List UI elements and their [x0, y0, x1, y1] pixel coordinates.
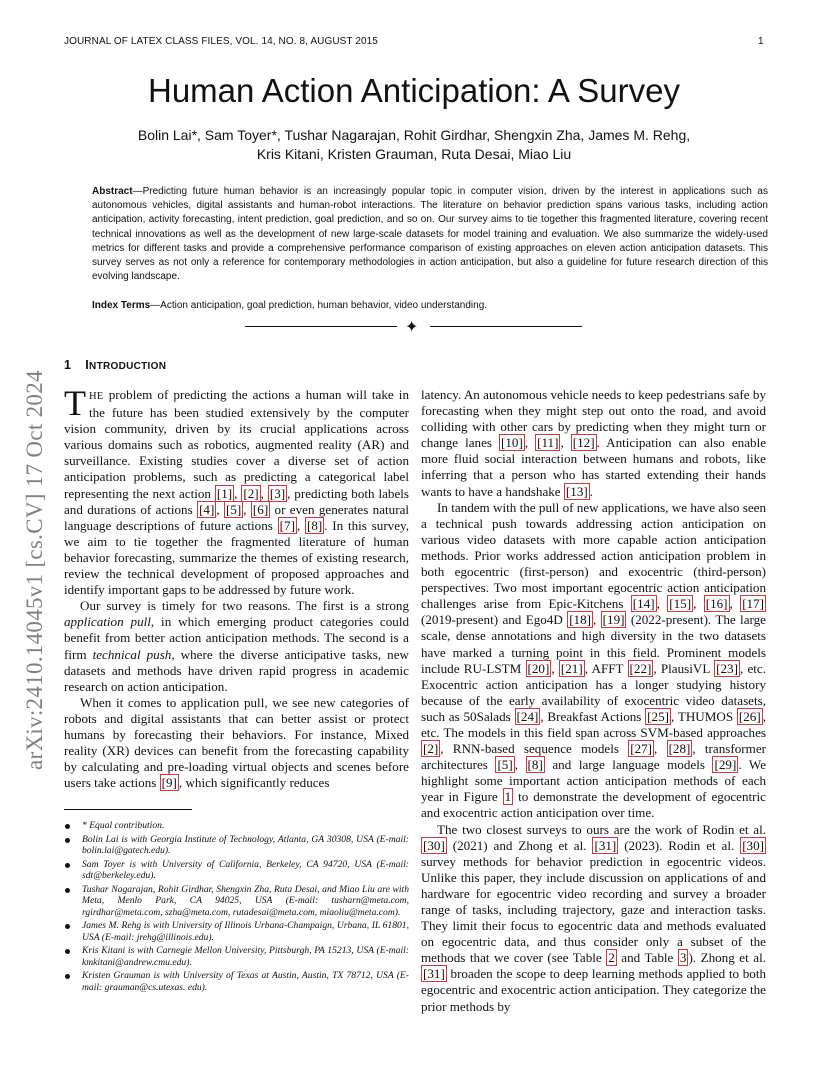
abstract-label: Abstract	[92, 186, 133, 197]
citation-link[interactable]: [19]	[602, 612, 625, 628]
text-run: problem of predicting the actions a human will take in the future has been studied extensively by the computer vision community, driven by its crucial applications across various domains such as robotics, augmented reality (AR) and surveillance. Existing studies cover a diverse set of action anticipation problems, such as predicting a categorical label representing the next action	[64, 387, 409, 501]
text-run: , in which emerging product categories could benefit from better action anticipation methods. The second is a firm	[64, 614, 410, 662]
paper-title: Human Action Anticipation: A Survey	[148, 72, 680, 109]
citation-link[interactable]: [12]	[572, 435, 595, 451]
text-run: ,	[524, 435, 536, 451]
text-run: , etc. Exocentric action anticipation has a longer studying history because of the early availability of exocentric video datasets, such as 50Salads	[421, 660, 766, 724]
authors-line-2: Kris Kitani, Kristen Grauman, Ruta Desai, Miao Liu	[256, 146, 572, 162]
text-run: (2021) and Zhong et al.	[446, 837, 593, 853]
text-run: , where the diverse anticipative tasks, new datasets and methods have driven rapid progress in academic research on action anticipation.	[64, 646, 410, 694]
text-run: , AFFT	[584, 660, 628, 676]
paragraph	[64, 598, 409, 695]
footnote-rule	[64, 809, 192, 810]
citation-link[interactable]: [6]	[252, 501, 269, 517]
footnote-item: Sam Toyer is with University of California, Berkeley, CA 94720, USA (E-mail: sdt@berkeley.edu).	[64, 859, 409, 882]
text-run: , Breakfast Actions	[540, 708, 646, 724]
text-run: (2023). Rodin et al.	[618, 837, 741, 853]
citation-link[interactable]: [15]	[669, 596, 692, 612]
section-title-rest: NTRODUCTION	[89, 361, 167, 372]
text-run: and large language models	[544, 757, 713, 773]
paragraph	[421, 822, 766, 1015]
text-run: latency. An autonomous vehicle needs to keep pedestrians safe by forecasting when they might step out onto the road, and avoid colliding with other cars by predicting when they might turn or change lanes	[421, 387, 766, 451]
citation-link[interactable]: [8]	[527, 757, 543, 773]
citation-link[interactable]: [10]	[501, 435, 523, 451]
citation-link[interactable]: [29]	[714, 757, 737, 773]
paragraph	[64, 695, 409, 792]
drop-cap: T	[64, 383, 86, 423]
small-caps-text: HE	[89, 391, 104, 402]
index-terms	[92, 299, 768, 313]
table-link[interactable]: 2	[608, 950, 615, 966]
text-run: ). Zhong et al.	[688, 950, 766, 966]
citation-link[interactable]: [17]	[742, 596, 765, 612]
text-run: , etc. The models in this field span across SVM-based approaches	[421, 708, 766, 740]
citation-link[interactable]: [5]	[497, 757, 513, 773]
citation-link[interactable]: [5]	[225, 501, 242, 517]
text-run: ,	[654, 741, 667, 757]
page-number: 1	[758, 36, 764, 47]
index-terms-label: Index Terms	[92, 300, 151, 311]
citation-link[interactable]: [31]	[594, 837, 617, 853]
footnote-item: Bolin Lai is with Georgia Institute of Technology, Atlanta, GA 30308, USA (E-mail: bolin.lai@gatech.edu).	[64, 834, 409, 857]
figure-link[interactable]: 1	[504, 789, 512, 805]
text-run: ,	[560, 435, 571, 451]
section-number: 1	[64, 358, 72, 372]
authors-line-1: Bolin Lai*, Sam Toyer*, Tushar Nagarajan, Rohit Girdhar, Shengxin Zha, James M. Rehg,	[137, 127, 691, 143]
text-run: In tandem with the pull of new applications, we have also seen a technical push towards addressing action anticipation on various video datasets with more capable action anticipation methods. Prior works addressed action anticipation problem in both egocentric (first-person) and exocentric (third-person) perspectives. Two most important egocentric action anticipation challenges arise from Epic-Kitchens	[421, 499, 766, 612]
footnote-item: Kris Kitani is with Carnegie Mellon University, Pittsburgh, PA 15213, USA (E-mail: kmkitani@andrew.cmu.edu).	[64, 945, 409, 968]
citation-link[interactable]: [22]	[629, 660, 652, 676]
text-run: ,	[656, 596, 668, 612]
citation-link[interactable]: [4]	[199, 501, 215, 517]
text-run: ,	[551, 660, 559, 676]
text-run: Our survey is timely for two reasons. The first is a strong	[80, 598, 409, 614]
separator-rule-right	[430, 326, 582, 327]
text-run: ,	[296, 517, 305, 533]
text-run: survey methods for behavior prediction in egocentric videos. Unlike this paper, they include discussion on applications of and hardware for egocentric video recording and survey a broader range of tasks, including trajectory, gaze and interaction tasks. They limit their focus to egocentric data and methods evaluated on egocentric data, and thus consider only a subset of the methods that we cover (see Table	[421, 853, 766, 966]
text-run: ,	[593, 612, 601, 628]
text-run: , predicting both labels and durations of actions	[64, 485, 410, 517]
citation-link[interactable]: [30]	[742, 837, 765, 853]
text-run: The two closest surveys to ours are the work of Rodin et al.	[437, 821, 766, 837]
citation-link[interactable]: [2]	[243, 485, 259, 501]
separator-diamond-icon: ✦	[405, 317, 419, 336]
footnote-item: Kristen Grauman is with University of Texas at Austin, Austin, TX 78712, USA (E-mail: grauman@cs.utexas. edu).	[64, 970, 409, 993]
running-header: JOURNAL OF LATEX CLASS FILES, VOL. 14, NO. 8, AUGUST 2015	[64, 36, 378, 47]
separator-rule-left	[245, 326, 397, 327]
text-run: When it comes to application pull, we see new categories of robots and digital assistants that can better assist or protect humans by forecasting their behaviors. For instance, Mixed reality (XR) devices can benefit from the forecasting capability by calculating and pre-loading virtual objects and scenes before users take actions	[64, 694, 409, 791]
abstract	[92, 185, 768, 284]
text-run: . We highlight some important action anticipation methods of each year in Figure	[421, 757, 767, 805]
citation-link[interactable]: [3]	[269, 485, 286, 501]
citation-link[interactable]: [21]	[560, 660, 583, 676]
text-run: to demonstrate the development of egocentric and exocentric action anticipation over time.	[421, 789, 766, 821]
citation-link[interactable]: [23]	[716, 660, 738, 676]
citation-link[interactable]: [27]	[630, 741, 653, 757]
italic-text: technical push	[92, 646, 172, 662]
arxiv-stamp: arXiv:2410.14045v1 [cs.CV] 17 Oct 2024	[22, 370, 47, 770]
citation-link[interactable]: [28]	[668, 741, 691, 757]
text-run: , THUMOS	[671, 708, 737, 724]
citation-link[interactable]: [7]	[279, 517, 295, 533]
text-run: ,	[234, 485, 242, 501]
citation-link[interactable]: [1]	[216, 485, 233, 501]
index-terms-text: —Action anticipation, goal prediction, human behavior, video understanding.	[150, 300, 488, 311]
text-run: , transformer architectures	[421, 741, 766, 773]
text-run: ,	[693, 596, 704, 612]
citation-link[interactable]: [2]	[423, 741, 439, 757]
citation-link[interactable]: [26]	[738, 708, 761, 724]
text-run: and Table	[616, 950, 678, 966]
paragraph	[421, 500, 766, 822]
text-run: ,	[514, 757, 526, 773]
citation-link[interactable]: [18]	[569, 612, 592, 628]
arxiv-stamp-container	[18, 290, 52, 770]
table-link[interactable]: 3	[679, 950, 687, 966]
citation-link[interactable]: [24]	[516, 708, 539, 724]
text-run: ,	[216, 501, 224, 517]
text-run: (2022-present). The large scale, dense annotations and high diversity in the two datasets have marked a turning point in this field. Prominent models include RU-LSTM	[421, 612, 766, 676]
footnote-item: James M. Rehg is with University of Illinois Urbana-Champaign, Urbana, IL 61801, USA (E-mail: jrehg@illinois.edu).	[64, 920, 409, 943]
citation-link[interactable]: [11]	[537, 435, 559, 451]
text-run: , PlausiVL	[653, 660, 715, 676]
citation-link[interactable]: [25]	[647, 708, 669, 724]
section-heading	[64, 358, 166, 372]
text-run: or even generates natural language descriptions of future actions	[64, 501, 410, 533]
text-run: (2019-present) and Ego4D	[421, 612, 568, 628]
text-run: , which significantly reduces	[178, 775, 330, 791]
text-run: ,	[260, 485, 268, 501]
citation-link[interactable]: [9]	[161, 775, 177, 791]
text-run: ,	[243, 501, 251, 517]
citation-link[interactable]: [14]	[632, 596, 655, 612]
citation-link[interactable]: [20]	[527, 660, 550, 676]
italic-text: application pull	[64, 614, 151, 630]
abstract-text: —Predicting future human behavior is an increasingly popular topic in computer vision, driven by the interest in applications such as autonomous vehicles, digital assistants and human-robot interactions. The literature on behavior prediction spans various tasks, including action anticipation, activity forecasting, intent prediction, goal prediction, and so on. Our survey aims to tie together this fragmented literature, covering recent technical innovations as well as the development of new large-scale datasets for model training and evaluation. We also summarize the widely-used metrics for different tasks and provide a comprehensive performance comparison of existing approaches on eleven action anticipation datasets. This survey serves as not only a reference for contemporary methodologies in action anticipation, but also a guideline for future research direction of this evolving landscape.	[92, 186, 768, 283]
left-column	[64, 383, 410, 791]
citation-link[interactable]: [30]	[423, 837, 445, 853]
footnote-item: * Equal contribution.	[64, 820, 409, 832]
citation-link[interactable]: [13]	[565, 483, 588, 499]
text-run: , RNN-based sequence models	[440, 741, 629, 757]
text-run: broaden the scope to deep learning methods applied to both egocentric and exocentric action anticipation. They categorize the prior methods by	[421, 966, 766, 1014]
text-run: . Anticipation can also enable more fluid social interaction between humans and robots, like inferring that a person who has started extending their hands wants to have a handshake	[421, 435, 767, 499]
citation-link[interactable]: [31]	[423, 966, 445, 982]
footnotes	[64, 820, 409, 995]
text-run: . In this survey, we aim to tie together the fragmented literature of human behavior forecasting, summarize the themes of existing research, review the technical development of proposed approaches and identify important gaps to be addressed by future work.	[64, 517, 410, 598]
text-run: .	[589, 483, 594, 499]
citation-link[interactable]: [16]	[705, 596, 728, 612]
footnote-item: Tushar Nagarajan, Rohit Girdhar, Shengxin Zha, Ruta Desai, and Miao Liu are with Meta, Menlo Park, CA 94025, USA (E-mail: tusharn@meta.com, rgirdhar@meta.com, szha@meta.com, rutadesai@meta.com, miaoliu@meta.com).	[64, 884, 409, 919]
paragraph	[421, 387, 766, 500]
section-title-first: I	[85, 358, 90, 372]
text-run: ,	[729, 596, 741, 612]
right-column	[421, 387, 766, 1015]
author-list	[100, 126, 728, 164]
citation-link[interactable]: [8]	[306, 517, 323, 533]
paragraph	[64, 383, 410, 598]
